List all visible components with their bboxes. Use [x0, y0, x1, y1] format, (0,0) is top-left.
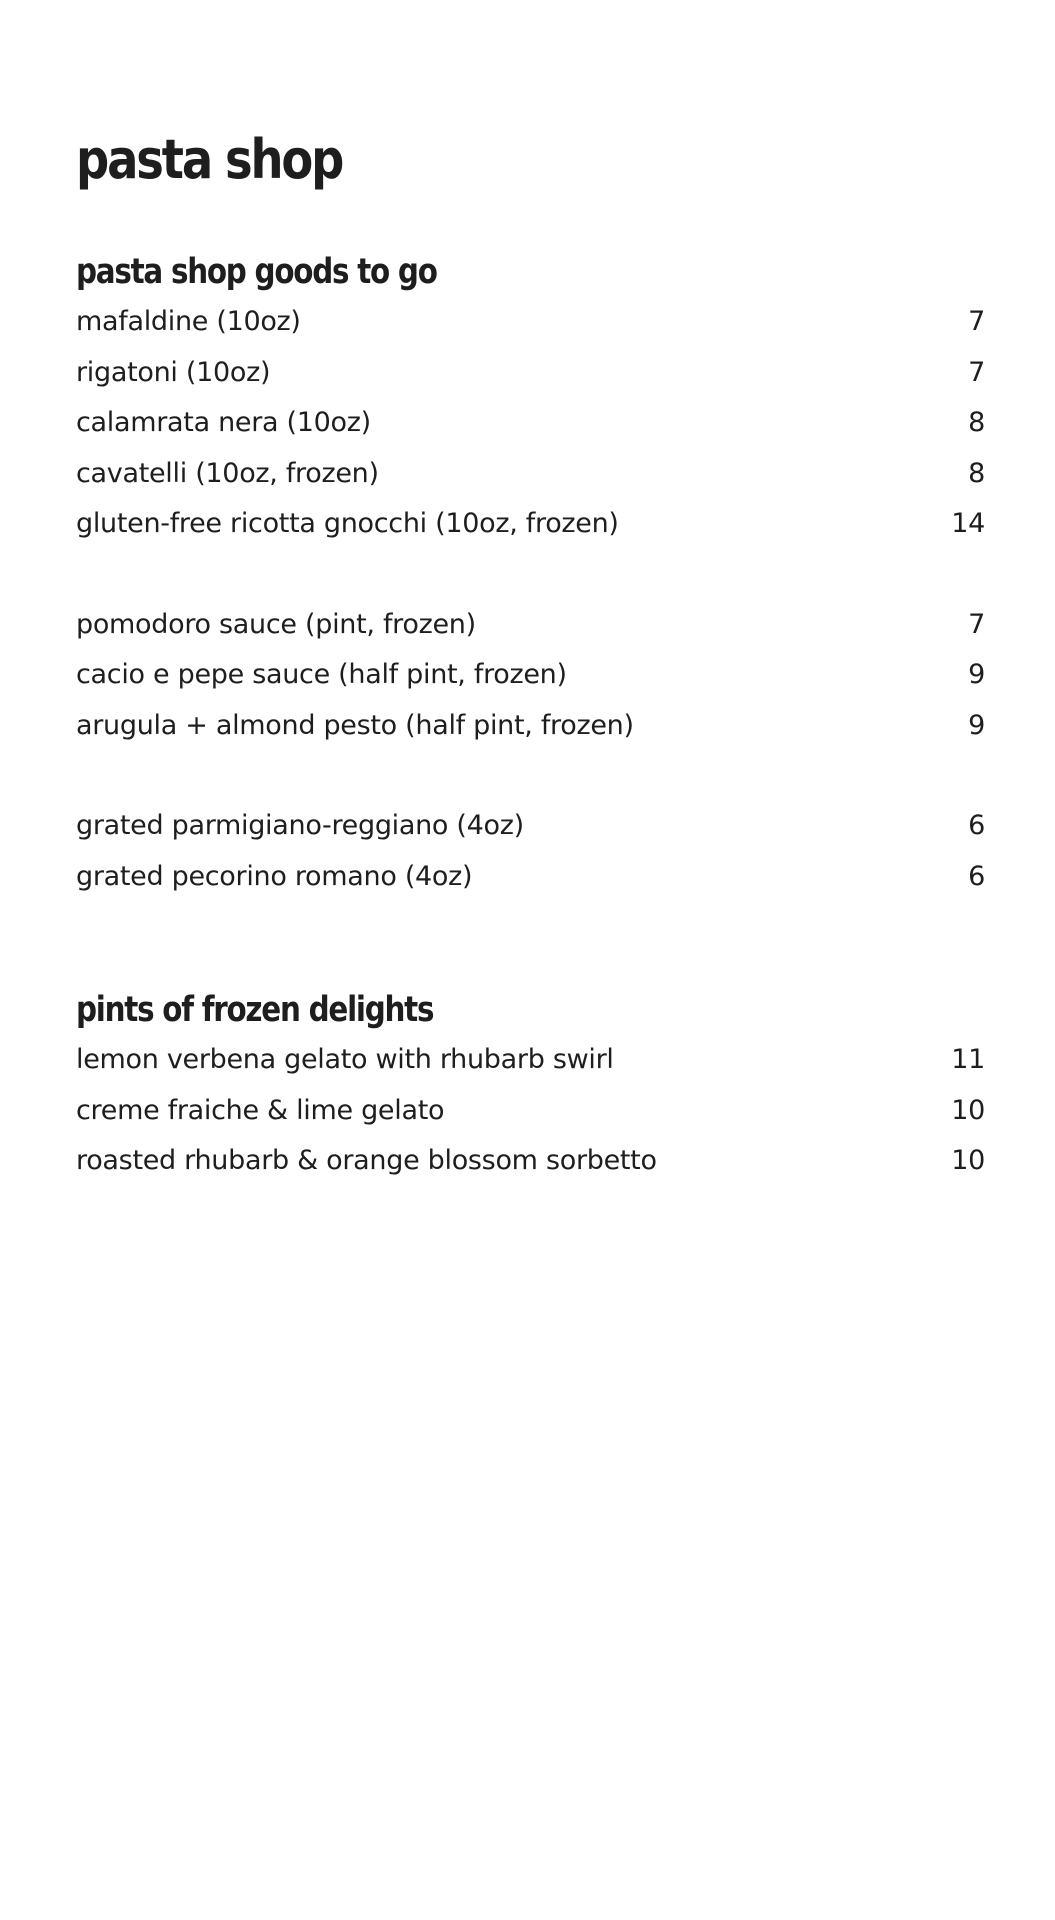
- section-frozen-delights: [76, 985, 985, 1187]
- section-title: pints of frozen delights: [76, 990, 434, 1030]
- menu-item: [76, 600, 985, 651]
- menu-item: [76, 1136, 985, 1187]
- item-price: 10: [951, 1094, 985, 1126]
- item-price: 6: [968, 860, 985, 892]
- item-price: 11: [951, 1044, 985, 1076]
- menu-item: [76, 852, 985, 903]
- item-name: gluten-free ricotta gnocchi (10oz, frozen): [76, 508, 619, 540]
- item-price: 8: [968, 457, 985, 489]
- menu-item: [76, 1035, 985, 1086]
- menu-item: [76, 398, 985, 449]
- item-price: 9: [968, 709, 985, 741]
- item-price: 6: [968, 810, 985, 842]
- item-price: 10: [951, 1145, 985, 1177]
- item-name: lemon verbena gelato with rhubarb swirl: [76, 1044, 614, 1076]
- item-name: creme fraiche & lime gelato: [76, 1094, 445, 1126]
- item-name: pomodoro sauce (pint, frozen): [76, 608, 476, 640]
- menu-item: [76, 801, 985, 852]
- menu-item: [76, 348, 985, 399]
- section-title: pasta shop goods to go: [76, 252, 437, 292]
- item-name: mafaldine (10oz): [76, 306, 301, 338]
- menu-item: [76, 1086, 985, 1137]
- menu-item: [76, 297, 985, 348]
- page-title: pasta shop: [76, 128, 343, 191]
- menu-item: [76, 650, 985, 701]
- menu-item: [76, 701, 985, 752]
- item-name: rigatoni (10oz): [76, 356, 271, 388]
- item-price: 7: [968, 356, 985, 388]
- item-name: calamrata nera (10oz): [76, 407, 371, 439]
- item-name: cavatelli (10oz, frozen): [76, 457, 379, 489]
- menu-item: [76, 449, 985, 500]
- section-pasta-shop-goods: [76, 247, 985, 902]
- item-name: grated pecorino romano (4oz): [76, 860, 473, 892]
- menu-group-pasta: [76, 297, 985, 550]
- item-price: 14: [951, 508, 985, 540]
- item-price: 8: [968, 407, 985, 439]
- item-name: grated parmigiano-reggiano (4oz): [76, 810, 524, 842]
- item-price: 9: [968, 659, 985, 691]
- item-name: roasted rhubarb & orange blossom sorbetto: [76, 1145, 657, 1177]
- menu-group-frozen: [76, 1035, 985, 1187]
- item-price: 7: [968, 608, 985, 640]
- menu-group-cheese: [76, 801, 985, 902]
- item-price: 7: [968, 306, 985, 338]
- menu-group-sauces: [76, 600, 985, 752]
- item-name: cacio e pepe sauce (half pint, frozen): [76, 659, 567, 691]
- item-name: arugula + almond pesto (half pint, frozen): [76, 709, 634, 741]
- menu-item: [76, 499, 985, 550]
